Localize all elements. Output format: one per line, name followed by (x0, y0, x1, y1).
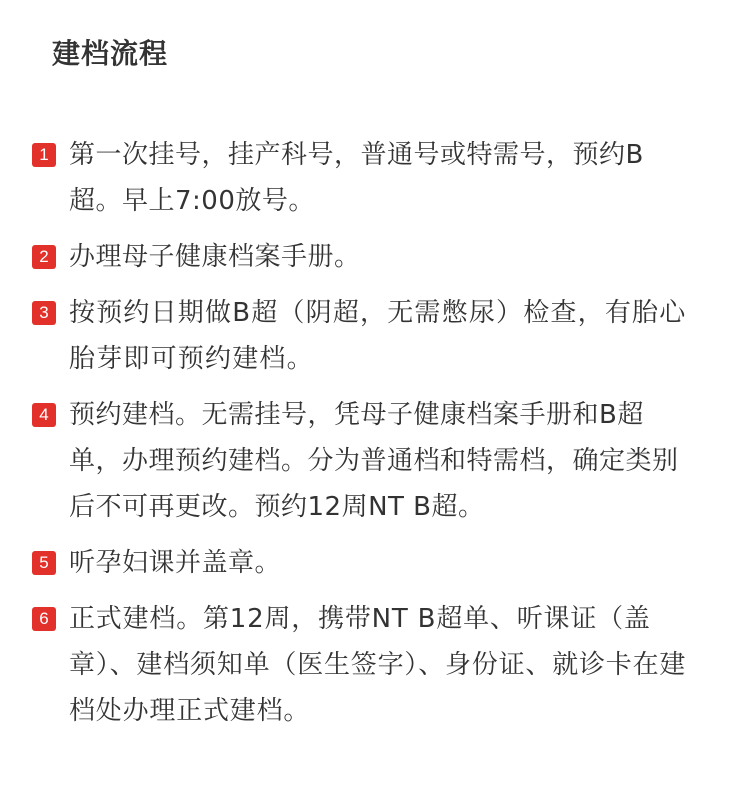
step-number-badge: 6 (32, 607, 56, 631)
page-title: 建档流程 (52, 37, 169, 70)
step-text: 听孕妇课并盖章。 (69, 548, 282, 578)
step-item-5 (32, 540, 692, 586)
step-item-3 (32, 290, 692, 382)
step-item-4 (32, 392, 692, 530)
step-item-2 (32, 234, 692, 280)
step-text: 办理母子健康档案手册。 (69, 242, 361, 272)
step-number-badge: 3 (32, 301, 56, 325)
step-number-badge: 5 (32, 551, 56, 575)
step-number-badge: 2 (32, 245, 56, 269)
step-text: 按预约日期做B超（阴超，无需憋尿）检查，有胎心胎芽即可预约建档。 (69, 298, 687, 374)
step-item-6 (32, 596, 692, 734)
step-number-badge: 4 (32, 403, 56, 427)
step-text: 第一次挂号，挂产科号，普通号或特需号，预约B超。早上7:00放号。 (69, 140, 644, 216)
step-list (32, 132, 692, 744)
step-text: 预约建档。无需挂号，凭母子健康档案手册和B超单，办理预约建档。分为普通档和特需档，确定类别后不可再更改。预约12周NT B超。 (69, 400, 679, 522)
step-text: 正式建档。第12周，携带NT B超单、听课证（盖章）、建档须知单（医生签字）、身份证、就诊卡在建档处办理正式建档。 (69, 604, 687, 726)
step-number-badge: 1 (32, 143, 56, 167)
step-item-1 (32, 132, 692, 224)
